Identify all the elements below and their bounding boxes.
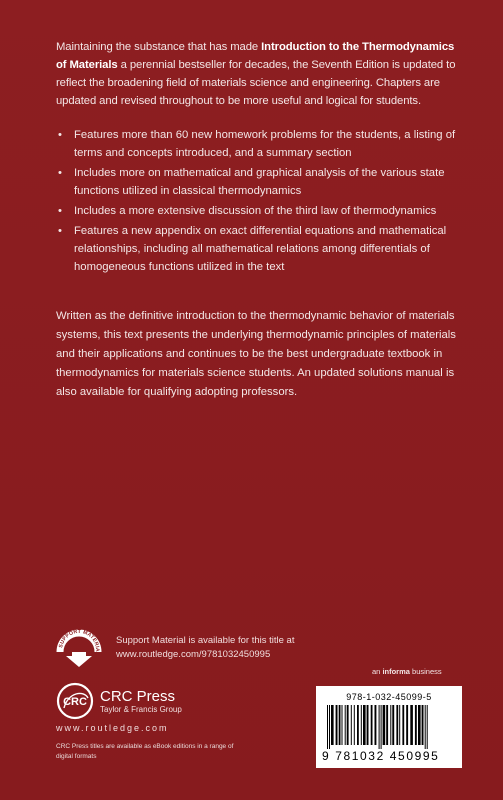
bullet-icon: • (58, 225, 62, 237)
support-material-block (56, 628, 294, 668)
informa-name: informa (382, 667, 410, 676)
barcode-bar (396, 705, 398, 745)
feature-item (56, 222, 466, 276)
feature-item (56, 202, 466, 220)
isbn-top-text: 978-1-032-45099-5 (346, 692, 432, 702)
barcode-bar (418, 705, 421, 745)
barcode-bar (357, 705, 359, 745)
feature-text: Includes more on mathematical and graphical analysis of the various state functions utilized in classical thermodynamics (74, 167, 445, 197)
feature-text: Includes a more extensive discussion of the third law of thermodynamics (74, 205, 437, 217)
informa-prefix: an (372, 667, 383, 676)
publisher-logo-block (56, 682, 182, 720)
barcode-bar (375, 705, 377, 745)
barcode-bar (392, 705, 394, 745)
intro-paragraph (56, 38, 456, 110)
barcode-bar (427, 705, 428, 749)
barcode-bar (410, 705, 413, 745)
barcode-bar (386, 705, 388, 745)
ebook-note: CRC Press titles are available as eBook editions in a range of digital formats (56, 743, 234, 760)
barcode-bar (390, 705, 391, 745)
isbn-bottom-text: 9 781032 450995 (322, 749, 440, 763)
barcode-bar (342, 705, 343, 745)
summary-paragraph: Written as the definitive introduction to the thermodynamic behavior of materials systems, this text presents the underlying thermodynamic principles of materials and their applications and continues to be the best undergraduate textbook in thermodynamics for materials science students. An updated solutions manual is also available for qualifying adopting professors. (56, 310, 456, 398)
barcode-bar (383, 705, 386, 745)
feature-item (56, 164, 466, 200)
bullet-icon: • (58, 167, 62, 179)
support-text (116, 634, 294, 662)
barcode-bar (422, 705, 424, 745)
support-url[interactable]: www.routledge.com/9781032450995 (116, 649, 271, 660)
barcode-bar (399, 705, 400, 745)
publisher-group: Taylor & Francis Group (100, 704, 182, 714)
barcode-bar (351, 705, 352, 745)
crc-logo-text: CRC (63, 696, 87, 708)
informa-tagline (372, 667, 442, 676)
intro-lead: Maintaining the substance that has made (56, 41, 262, 53)
barcode-bar (331, 705, 334, 745)
barcode-bar (347, 705, 349, 745)
bullet-icon: • (58, 205, 62, 217)
feature-item (56, 126, 466, 162)
barcode-bar (371, 705, 373, 745)
barcode-bar (329, 705, 330, 749)
publisher-name: CRC Press (100, 687, 176, 705)
feature-list (56, 126, 466, 278)
barcode-bar (327, 705, 328, 749)
support-material-icon (56, 628, 102, 668)
informa-suffix: business (409, 667, 442, 676)
barcode-bar (361, 705, 362, 745)
intro-rest: a perennial bestseller for decades, the Seventh Edition is updated to reflect the broadening field of materials science and engineering. Chapters are updated and revised throughout to be more useful and logical for students. (56, 59, 456, 107)
crc-logo-icon (56, 682, 94, 720)
barcode-bar (336, 705, 338, 745)
barcode-bar (406, 705, 408, 745)
support-badge-text: SUPPORT MATERIA (58, 628, 101, 652)
feature-text: Features a new appendix on exact differential equations and mathematical relationships, including all mathematical relations among differentials of homogeneous functions utilized in the text (74, 225, 447, 273)
book-title: Introduction to the Thermodynamics of Materials (56, 41, 455, 71)
isbn-barcode (316, 686, 462, 768)
barcode-bars (326, 705, 450, 749)
feature-text: Features more than 60 new homework problems for the students, a listing of terms and concepts introduced, and a summary section (74, 129, 456, 159)
barcode-bar (363, 705, 366, 745)
barcode-bar (379, 705, 380, 749)
barcode-bar (339, 705, 341, 745)
barcode-bar (367, 705, 369, 745)
barcode-bar (345, 705, 346, 745)
publisher-website[interactable]: www.routledge.com (56, 723, 169, 733)
support-line1: Support Material is available for this title at (116, 635, 295, 646)
barcode-bar (354, 705, 355, 745)
bullet-icon: • (58, 129, 62, 141)
barcode-bar (415, 705, 417, 745)
barcode-bar (425, 705, 426, 749)
barcode-bar (402, 705, 404, 745)
barcode-bar (381, 705, 382, 749)
